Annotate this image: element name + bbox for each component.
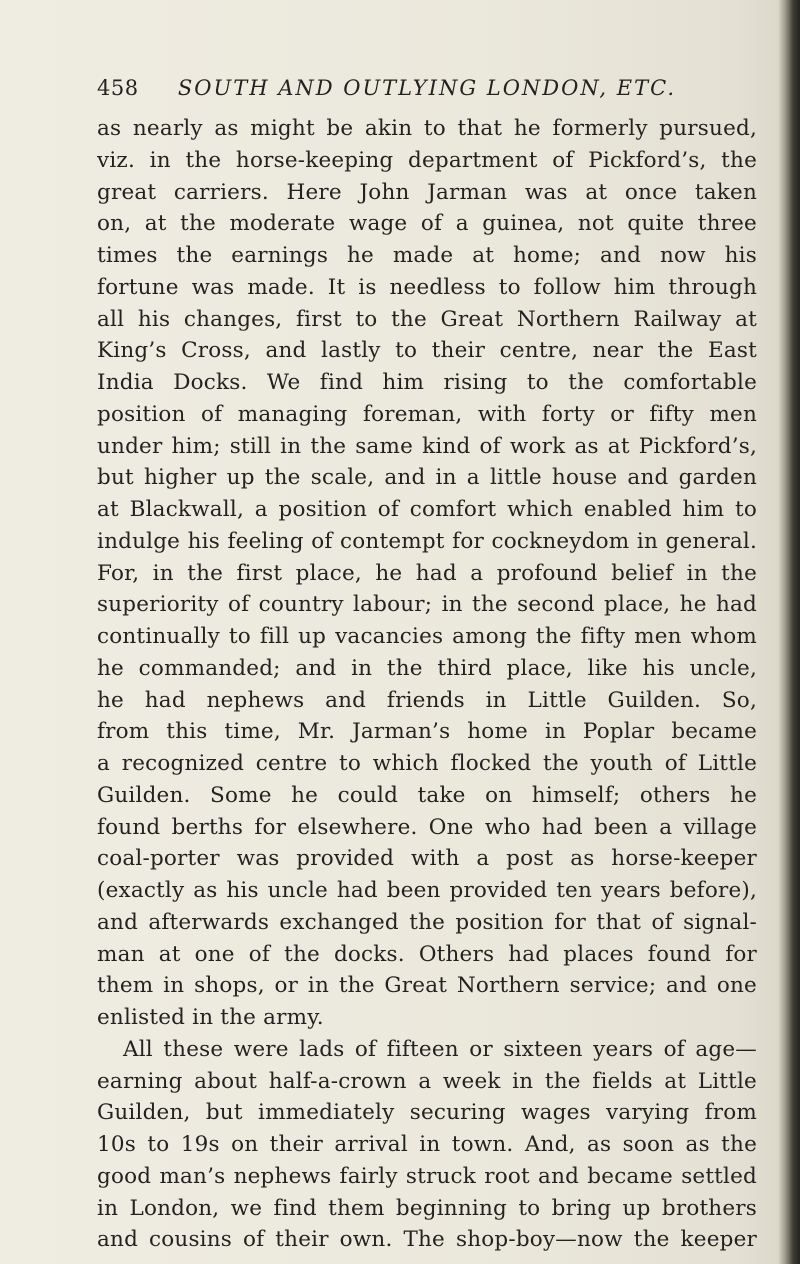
- text-line: India Docks. We find him rising to the comfortable: [97, 370, 757, 395]
- text-line: For, in the first place, he had a profound belief in the: [97, 560, 757, 586]
- text-line: position of managing foreman, with forty or fifty men: [97, 401, 757, 427]
- text-line: good man’s nephews fairly struck root and became settled: [97, 1163, 757, 1189]
- text-line: and afterwards exchanged the position for that of signal-: [97, 909, 757, 935]
- text-line: them in shops, or in the Great Northern service; and one: [97, 973, 757, 999]
- text-line: in London, we find them beginning to bring up brothers: [97, 1195, 757, 1221]
- text-line: All these were lads of fifteen or sixteen years of age—: [123, 1036, 757, 1062]
- page-edge-shadow: [778, 0, 800, 1264]
- text-line: fortune was made. It is needless to follow him through: [97, 274, 757, 300]
- text-line: he commanded; and in the third place, like his uncle,: [97, 655, 757, 681]
- running-title: SOUTH AND OUTLYING LONDON, ETC.: [177, 76, 677, 100]
- text-line: at Blackwall, a position of comfort which enabled him to: [97, 497, 757, 522]
- text-line: man at one of the docks. Others had places found for: [97, 941, 757, 967]
- text-line: from this time, Mr. Jarman’s home in Poplar became: [97, 719, 757, 745]
- text-line: enlisted in the army.: [97, 1005, 324, 1030]
- text-line: all his changes, first to the Great Northern Railway at: [97, 306, 757, 332]
- text-line: he had nephews and friends in Little Guilden. So,: [97, 687, 757, 713]
- text-line: Guilden. Some he could take on himself; others he: [97, 782, 757, 808]
- text-line: times the earnings he made at home; and now his: [97, 243, 757, 268]
- text-line: coal-porter was provided with a post as horse-keeper: [97, 846, 757, 872]
- text-line: found berths for elsewhere. One who had been a village: [97, 814, 757, 840]
- text-line: as nearly as might be akin to that he formerly pursued,: [97, 116, 757, 141]
- text-line: 10s to 19s on their arrival in town. And, as soon as the: [97, 1132, 757, 1157]
- text-line: but higher up the scale, and in a little house and garden: [97, 465, 757, 491]
- text-line: continually to fill up vacancies among the fifty men whom: [97, 624, 757, 649]
- text-line: (exactly as his uncle had been provided ten years before),: [97, 878, 757, 903]
- text-line: Guilden, but immediately securing wages varying from: [97, 1100, 757, 1126]
- text-line: indulge his feeling of contempt for cockneydom in general.: [97, 528, 757, 554]
- text-line: King’s Cross, and lastly to their centre, near the East: [97, 338, 757, 364]
- text-line: viz. in the horse-keeping department of Pickford’s, the: [97, 147, 757, 173]
- text-line: earning about half-a-crown a week in the fields at Little: [97, 1068, 757, 1094]
- text-line: superiority of country labour; in the second place, he had: [97, 592, 757, 618]
- text-line: great carriers. Here John Jarman was at once taken: [97, 179, 757, 205]
- body-text: [97, 113, 757, 1256]
- page-header: [97, 76, 757, 106]
- text-line: a recognized centre to which flocked the youth of Little: [97, 751, 757, 776]
- text-line: on, at the moderate wage of a guinea, not quite three: [97, 211, 757, 237]
- text-line: under him; still in the same kind of work as at Pickford’s,: [97, 433, 757, 459]
- page-number: 458: [97, 76, 139, 100]
- text-line: and cousins of their own. The shop-boy—now the keeper: [97, 1227, 757, 1253]
